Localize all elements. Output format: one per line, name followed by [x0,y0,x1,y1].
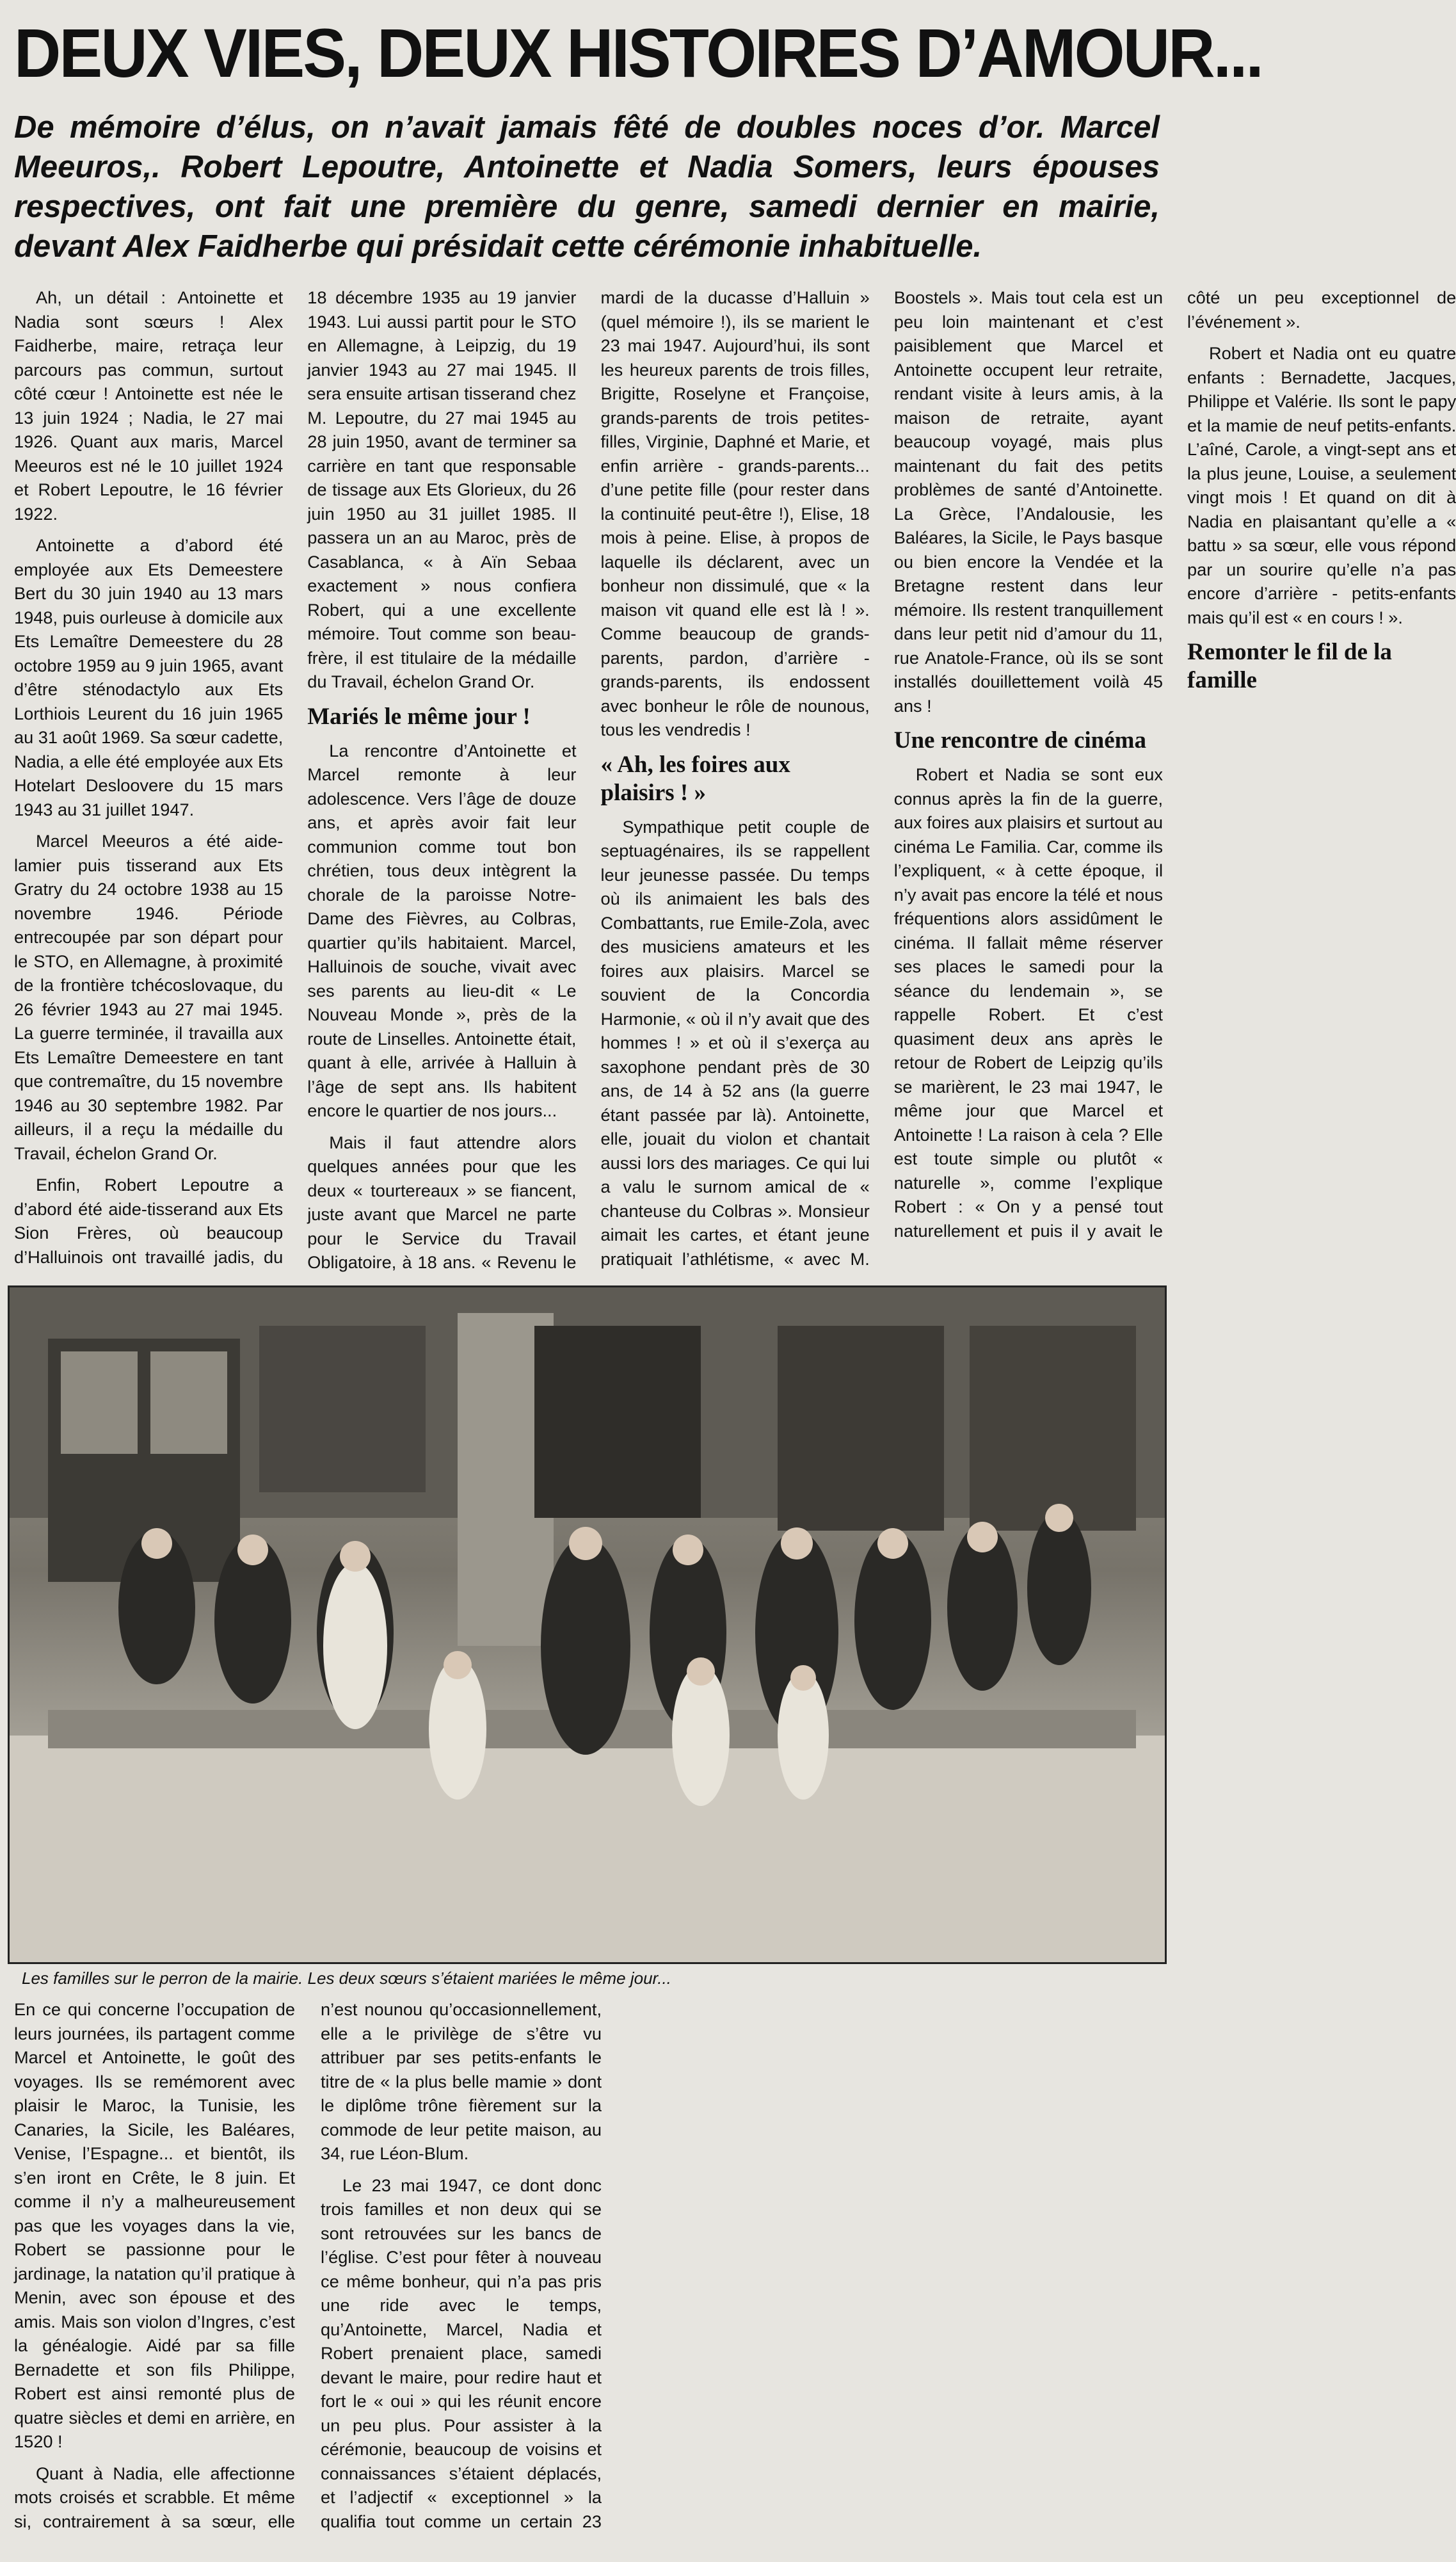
paragraph: Robert et Nadia se sont eux connus après la fin de la guerre, aux foires aux plaisirs et surtout au cinéma Le Familia. Car, comme ils l’expliquent, « à cette époque, il n’y avait pas encore la télé et nous fréquentions alors assidûment le cinéma. Il fallait même réserver ses places le samedi pour la séance du lendemain », se rappelle Robert. Et c’est quasiment deux ans après le retour de Robert de Leipzig qu’ils se marièrent, le 23 mai 1947, le même jour que Marcel et Antoinette ! La raison à cela ? Elle est toute simple ou plutôt « naturelle », comme l’explique Robert : « On y a pensé tout naturellement et puis il y avait le côté un peu exceptionnel de l’événement ». [893,287,1456,1241]
paragraph: Le 23 mai 1947, ce dont donc trois familles et non deux qui se sont retrouvées sur les bancs de l’église. C’est pour fêter à nouveau ce même bonheur, qui n’a pas pris une ride avec le temps, qu’Antoinette, Marcel, Nadia et Robert prenaient place, samedi devant le maire, pour redire haut et fort le « oui » qui les réunit encore un peu plus. Pour assister à la cérémonie, beaucoup de voisins et connaissances s’étaient déplacés, et l’adjectif « exceptionnel » la qualifia tout comme un certain 23 [321,2175,602,2531]
group-photo-illustration [10,1287,1165,1962]
subheading: Mariés le même jour ! [307,703,531,730]
paragraph: Marcel Meeuros a été aide-lamier puis tisserand aux Ets Gratry du 24 octobre 1938 au 15 novembre 1946. Période entrecoupée par son départ pour le STO, en Allemagne, à proximité de la frontière tchécoslovaque, du 26 février 1943 au 27 mai 1945. La guerre terminée, il travailla aux Ets Lemaître Demeestere en tant que contremaître, du 15 novembre 1946 au 30 septembre 1982. Par ailleurs, il a reçu la médaille du Travail, échelon Grand Or. [14,831,284,1163]
paragraph: Enfin, Robert Lepoutre a d’abord été aide-tisserand aux Ets Sion Frères, où beaucoup d’Halluinois ont travaillé jadis, du 18 décembre 1935 au 19 janvier 1943. Lui aussi partit pour le STO en Allemagne, à Leipzig, du 19 janvier 1943 au 27 mai 1945. Il sera ensuite artisan tisserand chez M. Lepoutre, du 27 mai 1945 au 28 juin 1950, avant de terminer sa carrière en tant que responsable de tissage aux Ets Glorieux, du 26 juin 1950 au 31 juillet 1985. Il passera un an au Maroc, près de Casablanca, « à Aïn Sebaa exactement » nous confiera Robert, qui a une excellente mémoire. Tout comme son beau-frère, il est titulaire de la médaille du Travail, échelon Grand Or. [14,287,577,1267]
blank-area [614,1997,1165,2548]
paragraph: Antoinette a d’abord été employée aux Ets Demeestere Bert du 30 juin 1940 au 13 mars 1948, puis ourleuse à domicile aux Ets Lemaître Demeestere du 28 octobre 1959 au 9 juin 1965, avant d’être sténodactylo aux Ets Lorthiois Leurent du 16 juin 1965 au 31 août 1969. Sa sœur cadette, Nadia, a elle été employée aux Ets Hotelart Desloovere du 15 mars 1943 au 31 juillet 1947. [14,535,284,819]
paragraph: Quant à Nadia, elle affectionne mots croisés et scrabble. Et même si, contrairement à sa sœur, elle n’est nounou qu’occasionnellement, elle a le privilège de s’être vu attribuer par ses petits-enfants le titre de « la plus belle mamie » dont le diplôme trône fièrement sur la commode de leur petite maison, au 34, rue Léon-Blum. [14,1999,602,2531]
paragraph: En ce qui concerne l’occupation de leurs journées, ils partagent comme Marcel et Antoinette, le goût des voyages. Ils se remémorent avec plaisir le Maroc, la Tunisie, les Canaries, la Sicile, les Baléares, Venise, l’Espagne... et bientôt, ils s’en iront en Crête, le 8 juin. Et comme il n’y a malheureusement pas que les voyages dans la vie, Robert se passionne pour le jardinage, la natation qu’il pratique à Menin, avec son épouse et des amis. Mais son violon d’Ingres, c’est la généalogie. Aidé par sa fille Bernadette et son fils Philippe, Robert est ainsi remonté plus de quatre siècles et demi en arrière, en 1520 ! [14,1999,295,2451]
photo-caption: Les familles sur le perron de la mairie. Les deux sœurs s’étaient mariées le même jour... [22,1969,671,1988]
article-continuation [14,1997,602,2548]
subheading: « Ah, les foires aux plaisirs ! » [600,751,790,806]
headline: DEUX VIES, DEUX HISTOIRES D’AMOUR... [14,14,1262,92]
subheading: Remonter le fil de la famille [1187,639,1392,693]
article-body [14,286,1456,1275]
group-photo [8,1285,1167,1964]
lead-paragraph: De mémoire d’élus, on n’avait jamais fêté de doubles noces d’or. Marcel Meeuros,. Robert Lepoutre, Antoinette et Nadia Somers, leurs épouses respectives, ont fait une première du genre, samedi dernier en mairie, devant Alex Faidherbe qui présidait cette cérémonie inhabituelle. [14,110,1160,264]
paragraph: Mais il faut attendre alors quelques années pour que les deux « tourtereaux » se fiancent, juste avant que Marcel ne parte pour le Service du Travail Obligatoire, à 18 ans. « Revenu le mardi de la ducasse d’Halluin » (quel mémoire !), ils se marient le 23 mai 1947. Aujourd’hui, ils sont les heureux parents de trois filles, Brigitte, Roselyne et Françoise, grands-parents de trois petites-filles, Virginie, Daphné et Marie, et enfin arrière - grands-parents... d’une petite fille (pour rester dans la continuité peut-être !), Elise, 18 mois à peine. Elise, à propos de laquelle ils déclarent, avec un bonheur non dissimulé, que « la maison vit quand elle est là ! ». Comme beaucoup de grands-parents, pardon, d’arrière - grands-parents, ils endossent avec bonheur le rôle de nounous, tous les vendredis ! [307,287,870,1272]
subheading: Une rencontre de cinéma [893,727,1146,753]
paragraph: La rencontre d’Antoinette et Marcel remonte à leur adolescence. Vers l’âge de douze ans, et après avoir fait leur communion comme tout bon chrétien, tous deux intègrent la chorale de la paroisse Notre-Dame des Fièvres, au Colbras, quartier qu’ils habitaient. Marcel, Halluinois de souche, vivait avec ses parents au lieu-dit « Le Nouveau Monde », près de la route de Linselles. Antoinette était, quant à elle, arrivée à Halluin à l’âge de sept ans. Ils habitent encore le quartier de nos jours... [307,740,577,1120]
paragraph: Ah, un détail : Antoinette et Nadia sont sœurs ! Alex Faidherbe, maire, retraça leur parcours pas commun, surtout côté cœur ! Antoinette est née le 13 juin 1924 ; Nadia, le 27 mai 1926. Quant aux maris, Marcel Meeuros est né le 10 juillet 1924 et Robert Lepoutre, le 16 février 1922. [14,287,284,524]
paragraph: Robert et Nadia ont eu quatre enfants : Bernadette, Jacques, Philippe et Valérie. Ils sont le papy et la mamie de neuf petits-enfants. L’aîné, Carole, a vingt-sept ans et la plus jeune, Louise, a seulement vingt mois ! Et quand on dit à Nadia en plaisantant qu’elle a « battu » sa sœur, elle vous répond par un sourire qu’elle n’a pas encore d’arrière - petits-enfants mais qu’il est « en cours ! ». [1187,343,1456,627]
paragraph: Sympathique petit couple de septuagénaires, ils se rappellent leur jeunesse passée. Du temps où ils animaient les bals des Combattants, rue Emile-Zola, avec des musiciens amateurs et les foires aux plaisirs. Marcel se souvient de la Concordia Harmonie, « où il n’y avait que des hommes ! » et où il s’exerça au saxophone pendant près de 30 ans, de 14 à 52 ans (la guerre étant passée par là). Antoinette, elle, jouait du violon et chantait aussi lors des mariages. Ce qui lui a valu le surnom amical de « chanteuse du Colbras ». Monsieur aimait les cartes, et étant jeune pratiquait l’athlétisme, « avec M. Boostels ». Mais tout cela est un peu loin maintenant et c’est paisiblement que Marcel et Antoinette occupent leur retraite, rendant visite à leurs amis, à la maison de retraite, ayant beaucoup voyagé, mais plus maintenant du fait des petits problèmes de santé d’Antoinette. La Grèce, l’Andalousie, les Baléares, la Sicile, le Pays basque ou bien encore la Vendée et la Bretagne restent dans leur mémoire. Ils restent tranquillement dans leur petit nid d’amour du 11, rue Anatole-France, où ils se sont installés douillettement voilà 45 ans ! [600,287,1163,1269]
